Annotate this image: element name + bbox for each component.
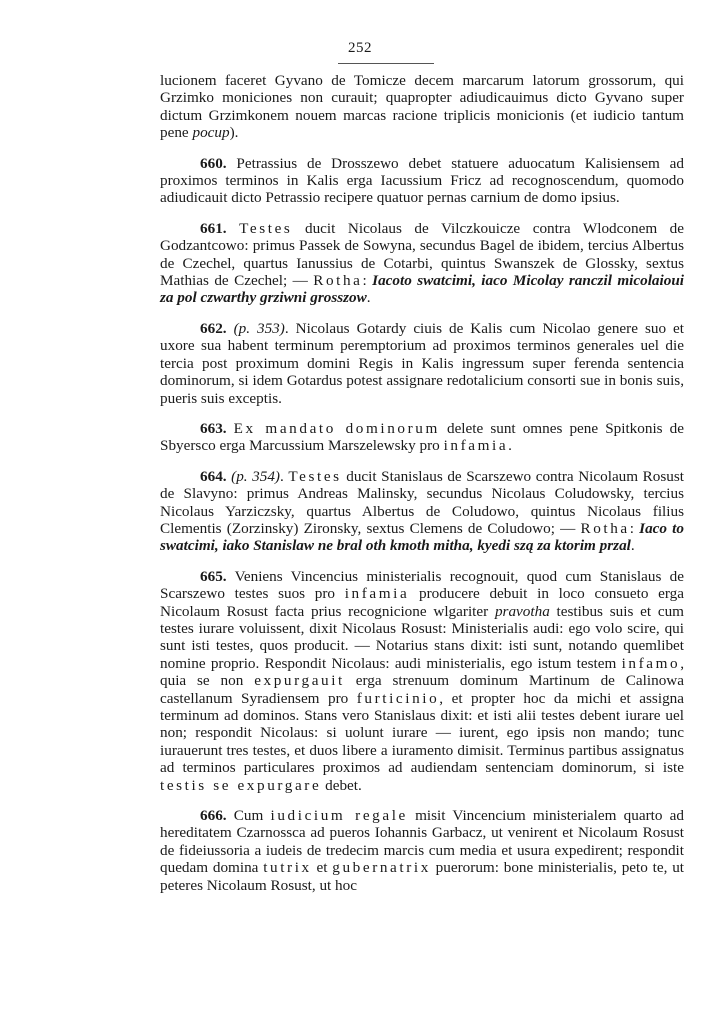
- paragraph-continuation: [160, 72, 684, 142]
- entry-664: [160, 468, 684, 555]
- text-segment: (p. 354): [231, 467, 280, 485]
- text-segment: [227, 420, 234, 437]
- text-segment: infamia: [443, 437, 509, 455]
- text-segment: .: [630, 537, 635, 555]
- text-segment: Ex mandato dominorum: [233, 419, 440, 437]
- entry-665: [160, 568, 684, 794]
- text-segment: tutrix: [263, 859, 312, 877]
- text-segment: Veniens Vincencius ministerialis recognouit, quod cum Stanislaus de Scarszewo testes suos pro: [160, 567, 684, 603]
- text-segment: et: [311, 859, 333, 877]
- text-segment: gubernatrix: [332, 859, 431, 877]
- text-segment: misit Vincencium ministerialem quarto ad hereditatem Czarnossca ad pueros Iohannis Garbacz, ut venirent et Nicolaum Rosust de fideiussoria a iudeis de tredecim marcis cum media et usura expedirent; respondit quedam domina: [160, 807, 684, 877]
- text-segment: , quia se non: [160, 654, 684, 690]
- text-segment: Iacoto swatcimi, iaco Micolay ranczil micolaioui za pol czwarthy grziwni grosszow: [160, 272, 684, 307]
- entry-number: 663.: [200, 419, 227, 437]
- text-segment: :: [362, 272, 373, 290]
- text-segment: , et propter hoc da michi et assigna terminum ad dominos. Stans vero Stanislaus dixit: et isti alii testes debent iurare uel non; respondit Nicolaus: si uolunt iurare — iurent, ego ipsis non mando; tunc iurauerunt tres testes, et duos libere a iuramento dimisit. Terminus partibus assignatus ad terminos particulares proximos ad audiendam sentenciam dominorum, si iste: [160, 689, 684, 777]
- text-segment: furticinio: [356, 689, 440, 707]
- text-segment: pravotha: [494, 602, 550, 620]
- entry-number: 662.: [200, 319, 227, 337]
- text-segment: Rotha: [580, 519, 630, 537]
- text-segment: puerorum: bone ministerialis, peto te, ut peteres Nicolaum Rosust, ut hoc: [160, 859, 685, 894]
- entry-661: [160, 220, 684, 307]
- text-segment: Iaco to swatcimi, iako Stanislaw ne bral oth kmoth mitha, kyedi szą za ktorim przal: [160, 519, 684, 555]
- entry-number: 664.: [200, 467, 227, 485]
- entry-number: 665.: [200, 567, 227, 585]
- entry-number: 661.: [200, 219, 227, 237]
- text-segment: Testes: [288, 467, 342, 485]
- header-rule: [338, 63, 434, 64]
- text-segment: .: [279, 467, 289, 485]
- text-segment: (p. 353): [233, 319, 285, 337]
- entry-663: [160, 420, 684, 455]
- text-segment: erga strenuum dominum Martinum de Calinowa castellanum Syradiensem pro: [160, 672, 684, 707]
- text-segment: iudicium regale: [270, 807, 408, 825]
- entry-number: 666.: [200, 807, 227, 825]
- text-segment: debet.: [321, 776, 362, 794]
- text-segment: Cum: [226, 807, 271, 825]
- text-segment: .: [366, 289, 371, 307]
- text-segment: expurgauit: [254, 672, 345, 690]
- text-segment: pocup: [192, 124, 230, 142]
- text-segment: testis se expurgare: [160, 776, 322, 794]
- text-segment: lucionem faceret Gyvano de Tomicze decem marcarum latorum grossorum, qui Grzimko moniciones non curauit; quapropter adiudicauimus dicto Gyvano super dictum Grzimkonem nouem marcas racione triplicis monicionis (et iudicio tantum pene: [160, 72, 684, 142]
- text-segment: [227, 220, 240, 237]
- text-segment: infamia: [344, 585, 410, 603]
- text-segment: ducit Nicolaus de Vilczkouicze contra Wlodconem de Godzantcowo: primus Passek de Sowyna, secundus Bagel de ibidem, tercius Albertus de Czechel, quartus Ianussius de Cotarbi, quintus Swanszek de Glossky, sextus Mathias de Czechel; —: [160, 219, 684, 290]
- text-segment: ducit Stanislaus de Scarszewo contra Nicolaum Rosust de Slavyno: primus Andreas Malinsky, secundus Nicolaus Coludowsky, tercius Nicolaus Yarziczsky, quartus Albertus de Coludowo, quintus Nicolaus filius Clementis (Zorzinsky) Zironsky, sextus Clemens de Coludowo; —: [160, 467, 685, 537]
- page-number: 252: [348, 40, 372, 56]
- text-segment: infamo: [621, 654, 681, 672]
- text-segment: . Nicolaus Gotardy ciuis de Kalis cum Nicolao genere suo et uxore sua habent terminum peremptorium ad proximos terminos generales uel die tercia post proximum domini Regis in Kalis ingressum super ferenda sentencia dominorum, si idem Gotardus potest assignare redotalicium consorti sue in bonis suis, pueris suis exceptis.: [160, 319, 684, 407]
- text-segment: producere debuit in loco consueto erga Nicolaum Rosust facta prius recognicione wlgariter: [160, 585, 684, 620]
- text-segment: delete sunt omnes pene Spitkonis de Sbyersco erga Marcussium Marszelewsky pro: [160, 419, 685, 455]
- entry-666: [160, 807, 684, 894]
- entry-660: [160, 155, 684, 207]
- entry-number: 660.: [200, 154, 227, 172]
- text-segment: Rotha: [313, 272, 363, 290]
- text-segment: Petrassius de Drosszewo debet statuere aduocatum Kalisiensem ad proximos terminos in Kalis erga Iacussium Fricz ad recognoscendum, quomodo adiudicauit dicto Petrassio recipere quatuor pernas carnium de domo ipsius.: [160, 154, 684, 207]
- text-body: [160, 72, 684, 907]
- entry-662: [160, 320, 684, 407]
- text-segment: testibus suis et cum testes iurare voluissent, dixit Nicolaus Rosust: Ministerialis audi: ego volo scire, qui sunt isti testes, quos producit. — Notarius stans dixit: isti sunt, notando quemlibet nomine proprio. Respondit Nicolaus: audi ministerialis, ego istum testem: [160, 602, 684, 672]
- text-segment: :: [629, 519, 640, 537]
- text-segment: .: [508, 437, 512, 455]
- text-segment: Testes: [239, 219, 293, 237]
- text-segment: [227, 320, 234, 337]
- text-segment: ).: [229, 124, 239, 142]
